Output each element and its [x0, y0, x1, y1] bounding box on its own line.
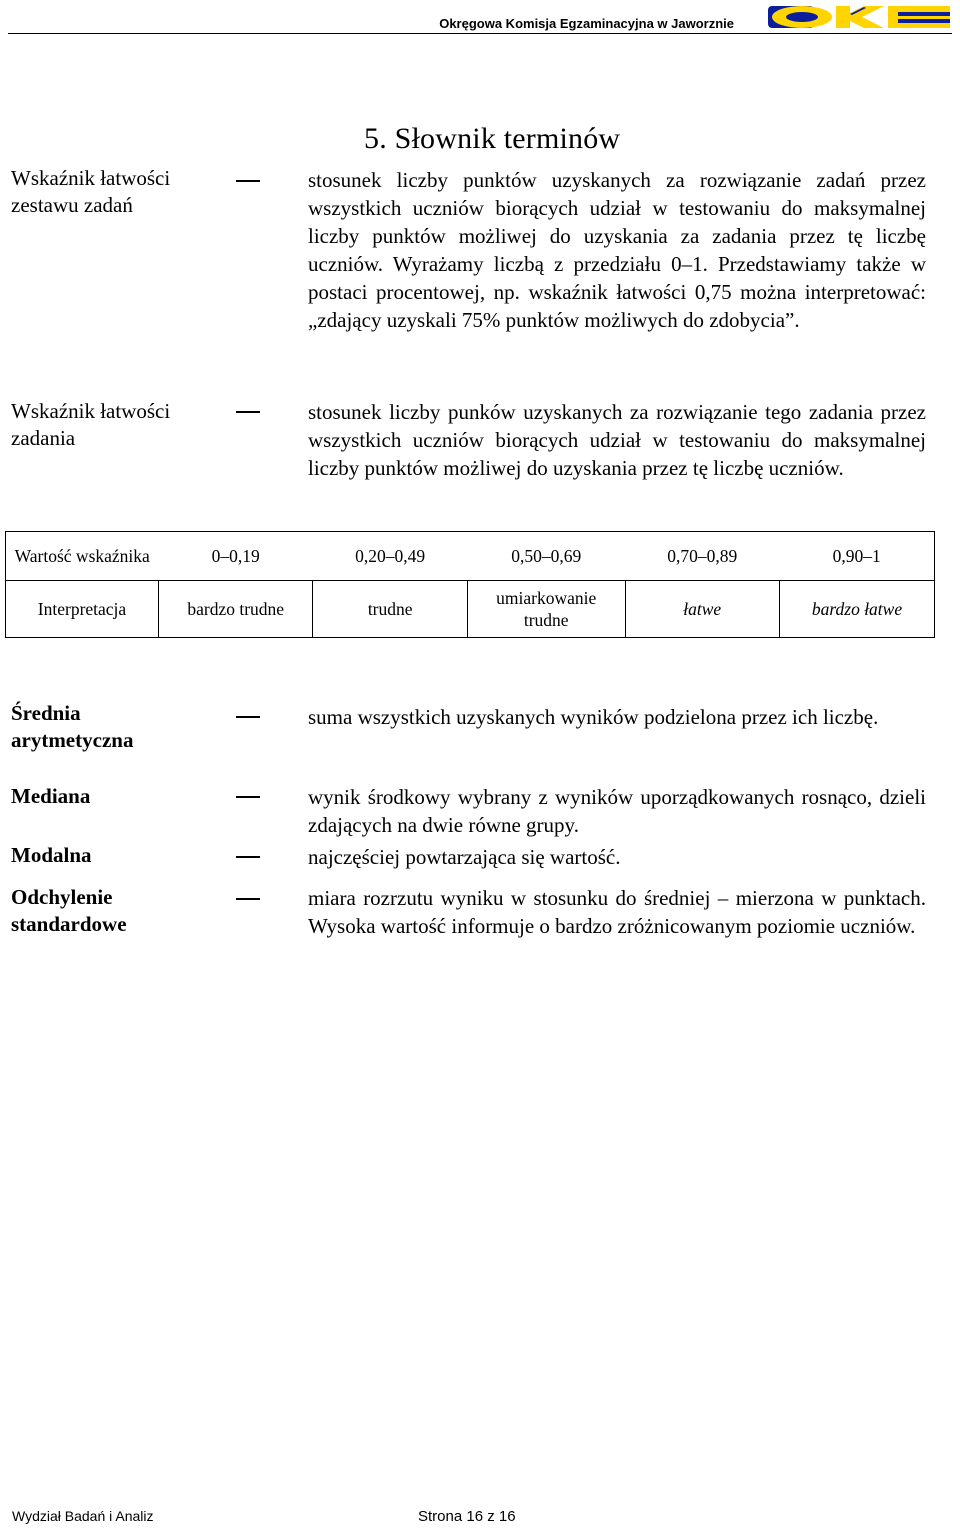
- definition-dash: [236, 796, 260, 798]
- difficulty-scale-table: [5, 531, 935, 638]
- definition-modalna: najczęściej powtarzająca się wartość.: [308, 845, 621, 869]
- definition-dash: [236, 180, 260, 182]
- header-title: Okręgowa Komisja Egzaminacyjna w Jaworznie: [439, 16, 734, 31]
- definition-dash: [236, 411, 260, 413]
- header-rule: [8, 33, 952, 34]
- range-cell: 0,20–0,49: [313, 532, 467, 581]
- term-odchylenie-standardowe: Odchylenie standardowe: [11, 885, 127, 936]
- interpretation-label-cell: Interpretacja: [6, 581, 159, 638]
- definition-mediana: wynik środkowy wybrany z wyników uporządkowanych rosnąco, dzieli zdających na dwie równe grupy.: [308, 785, 926, 837]
- interpretation-cell: trudne: [313, 581, 467, 638]
- range-cell: 0,90–1: [779, 532, 934, 581]
- oke-logo: [766, 2, 952, 32]
- term-srednia-arytmetyczna: Średnia arytmetyczna: [11, 701, 134, 752]
- definition-wskaznik-latwosci-zadania: stosunek liczby punków uzyskanych za rozwiązanie tego zadania przez wszystkich uczniów biorących udział w testowaniu do maksymalnej liczby punktów możliwej do uzyskania przez tę liczbę uczniów.: [308, 400, 926, 480]
- interpretation-cell: bardzo trudne: [158, 581, 312, 638]
- definition-wskaznik-latwosci-zestawu: stosunek liczby punktów uzyskanych za rozwiązanie zadań przez wszystkich uczniów biorących udział w testowaniu do maksymalnej liczby punktów możliwej do uzyskania za zadania przez tę liczbę uczniów. Wyrażamy liczbą z przedziału 0–1. Przedstawiamy także w postaci procentowej, np. wskaźnik łatwości 0,75 można interpretować: „zdający uzyskali 75% punktów możliwych do zdobycia”.: [308, 168, 926, 332]
- footer-department: Wydział Badań i Analiz: [12, 1508, 154, 1524]
- page-header: [8, 0, 952, 36]
- definition-odchylenie-standardowe: miara rozrzutu wyniku w stosunku do średniej – mierzona w punktach. Wysoka wartość informuje o bardzo zróżnicowanym poziomie uczniów.: [308, 886, 926, 938]
- definition-dash: [236, 898, 260, 900]
- footer-page-number: Strona 16 z 16: [418, 1508, 516, 1525]
- interpretation-cell: bardzo łatwe: [779, 581, 934, 638]
- interpretation-cell: umiarkowanie trudne: [467, 581, 625, 638]
- definition-dash: [236, 856, 260, 858]
- table-row-ranges: [6, 532, 935, 581]
- range-cell: 0,50–0,69: [467, 532, 625, 581]
- value-label-cell: Wartość wskaźnika: [6, 532, 159, 581]
- definition-dash: [236, 716, 260, 718]
- term-wskaznik-latwosci-zestawu: Wskaźnik łatwości zestawu zadań: [11, 166, 171, 217]
- table-row-interpretation: [6, 581, 935, 638]
- definition-srednia-arytmetyczna: suma wszystkich uzyskanych wyników podzielona przez ich liczbę.: [308, 705, 879, 729]
- section-title: 5. Słownik terminów: [364, 122, 621, 155]
- term-wskaznik-latwosci-zadania: Wskaźnik łatwości zadania: [11, 399, 171, 450]
- term-modalna: Modalna: [11, 843, 92, 867]
- range-cell: 0–0,19: [158, 532, 312, 581]
- term-mediana: Mediana: [11, 784, 91, 808]
- range-cell: 0,70–0,89: [625, 532, 779, 581]
- interpretation-cell: łatwe: [625, 581, 779, 638]
